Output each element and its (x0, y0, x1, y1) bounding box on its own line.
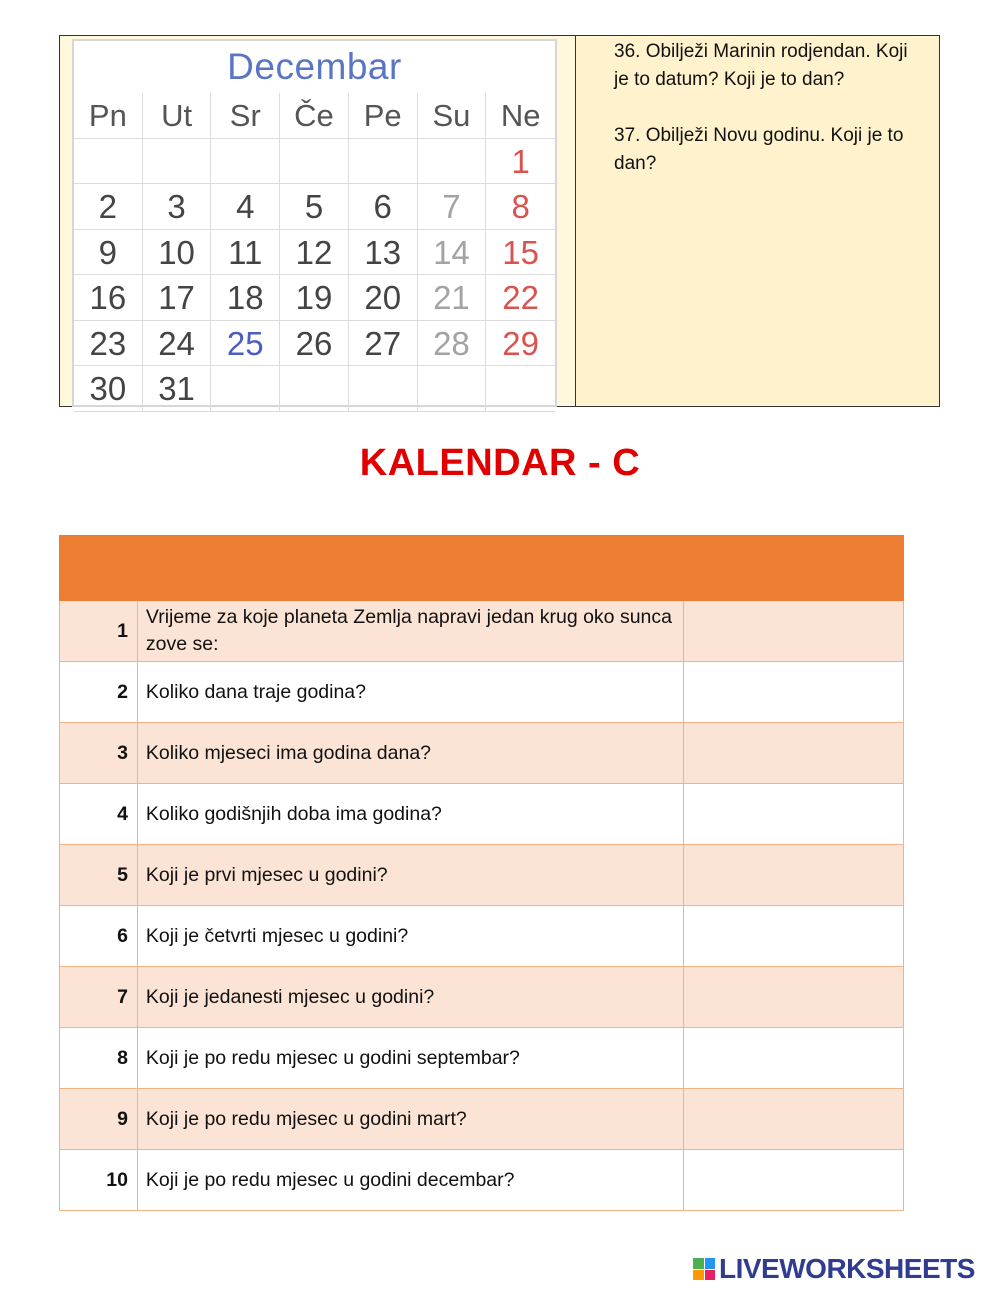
weekday-header: Če (280, 93, 349, 139)
answer-field[interactable] (684, 662, 904, 723)
calendar-day[interactable]: 27 (349, 321, 418, 367)
logo-square (693, 1258, 704, 1269)
calendar-day[interactable]: 25 (211, 321, 280, 367)
calendar-day[interactable] (211, 366, 280, 412)
logo-square (705, 1270, 716, 1281)
calendar-day[interactable]: 28 (418, 321, 487, 367)
quiz-row (60, 906, 904, 967)
quiz-row (60, 662, 904, 723)
question-text: Vrijeme za koje planeta Zemlja napravi jedan krug oko sunca zove se: (137, 601, 683, 662)
quiz-row (60, 1028, 904, 1089)
answer-field[interactable] (684, 906, 904, 967)
question-text: Koji je po redu mjesec u godini decembar? (137, 1150, 683, 1211)
calendar-day[interactable] (211, 139, 280, 185)
weekday-header: Ut (143, 93, 212, 139)
calendar-month-title: Decembar (227, 46, 402, 87)
calendar-day[interactable]: 24 (143, 321, 212, 367)
question-text: Koliko dana traje godina? (137, 662, 683, 723)
answer-field[interactable] (684, 723, 904, 784)
quiz-row (60, 1150, 904, 1211)
answer-field[interactable] (684, 967, 904, 1028)
calendar-day[interactable]: 21 (418, 275, 487, 321)
calendar-day[interactable]: 15 (486, 230, 555, 276)
question-number: 8 (60, 1028, 138, 1089)
calendar-grid (74, 93, 555, 412)
question-text: Koji je po redu mjesec u godini mart? (137, 1089, 683, 1150)
calendar-day[interactable] (143, 139, 212, 185)
calendar-day[interactable] (418, 139, 487, 185)
weekday-header: Su (418, 93, 487, 139)
question-number: 6 (60, 906, 138, 967)
quiz-header (60, 536, 904, 601)
quiz-row (60, 784, 904, 845)
calendar-day[interactable]: 7 (418, 184, 487, 230)
calendar-day[interactable] (486, 366, 555, 412)
calendar-day[interactable]: 11 (211, 230, 280, 276)
calendar-day[interactable]: 5 (280, 184, 349, 230)
answer-field[interactable] (684, 1089, 904, 1150)
question-text: Koliko mjeseci ima godina dana? (137, 723, 683, 784)
question-number: 3 (60, 723, 138, 784)
side-question: 36. Obilježi Marinin rodjendan. Koji je to datum? Koji je to dan? (614, 41, 908, 90)
question-number: 10 (60, 1150, 138, 1211)
calendar-day[interactable]: 1 (486, 139, 555, 185)
calendar-day[interactable]: 30 (74, 366, 143, 412)
weekday-header: Sr (211, 93, 280, 139)
calendar-day[interactable]: 2 (74, 184, 143, 230)
logo-square (693, 1270, 704, 1281)
answer-field[interactable] (684, 845, 904, 906)
question-number: 4 (60, 784, 138, 845)
calendar-day[interactable]: 6 (349, 184, 418, 230)
liveworksheets-logo (693, 1252, 975, 1286)
quiz-row (60, 601, 904, 662)
calendar-day[interactable] (74, 139, 143, 185)
side-question: 37. Obilježi Novu godinu. Koji je to dan? (614, 125, 904, 174)
calendar-day[interactable]: 23 (74, 321, 143, 367)
calendar-question-box (59, 35, 940, 407)
answer-field[interactable] (684, 1150, 904, 1211)
quiz-table (59, 535, 904, 1211)
calendar-day[interactable]: 22 (486, 275, 555, 321)
question-text: Koji je po redu mjesec u godini septembar? (137, 1028, 683, 1089)
question-text: Koji je prvi mjesec u godini? (137, 845, 683, 906)
calendar-cell (60, 36, 576, 406)
calendar-day[interactable]: 3 (143, 184, 212, 230)
weekday-header: Pn (74, 93, 143, 139)
calendar-day[interactable] (349, 139, 418, 185)
question-number: 7 (60, 967, 138, 1028)
calendar-day[interactable]: 31 (143, 366, 212, 412)
weekday-header: Pe (349, 93, 418, 139)
calendar-day[interactable]: 4 (211, 184, 280, 230)
calendar-day[interactable]: 8 (486, 184, 555, 230)
logo-square (705, 1258, 716, 1269)
calendar-day[interactable]: 17 (143, 275, 212, 321)
calendar-day[interactable]: 12 (280, 230, 349, 276)
calendar-day[interactable] (418, 366, 487, 412)
calendar-day[interactable] (280, 366, 349, 412)
question-number: 1 (60, 601, 138, 662)
calendar-image (72, 39, 557, 407)
quiz-row (60, 1089, 904, 1150)
answer-field[interactable] (684, 1028, 904, 1089)
logo-icon (693, 1258, 715, 1280)
quiz-row (60, 845, 904, 906)
quiz-row (60, 723, 904, 784)
calendar-day[interactable]: 20 (349, 275, 418, 321)
question-number: 5 (60, 845, 138, 906)
question-number: 2 (60, 662, 138, 723)
calendar-day[interactable]: 26 (280, 321, 349, 367)
calendar-day[interactable]: 29 (486, 321, 555, 367)
calendar-day[interactable] (280, 139, 349, 185)
question-number: 9 (60, 1089, 138, 1150)
calendar-day[interactable]: 13 (349, 230, 418, 276)
logo-text: LIVEWORKSHEETS (719, 1253, 975, 1284)
question-text: Koji je jedanesti mjesec u godini? (137, 967, 683, 1028)
calendar-day[interactable]: 9 (74, 230, 143, 276)
page-title: KALENDAR - C (359, 442, 641, 484)
question-text: Koji je četvrti mjesec u godini? (137, 906, 683, 967)
calendar-day[interactable]: 14 (418, 230, 487, 276)
calendar-day[interactable] (349, 366, 418, 412)
quiz-row (60, 967, 904, 1028)
calendar-day[interactable]: 10 (143, 230, 212, 276)
calendar-day[interactable]: 16 (74, 275, 143, 321)
answer-field[interactable] (684, 601, 904, 662)
answer-field[interactable] (684, 784, 904, 845)
calendar-day[interactable]: 18 (211, 275, 280, 321)
side-questions (576, 36, 939, 406)
calendar-day[interactable]: 19 (280, 275, 349, 321)
question-text: Koliko godišnjih doba ima godina? (137, 784, 683, 845)
quiz-header-row (60, 536, 904, 601)
weekday-header: Ne (486, 93, 555, 139)
